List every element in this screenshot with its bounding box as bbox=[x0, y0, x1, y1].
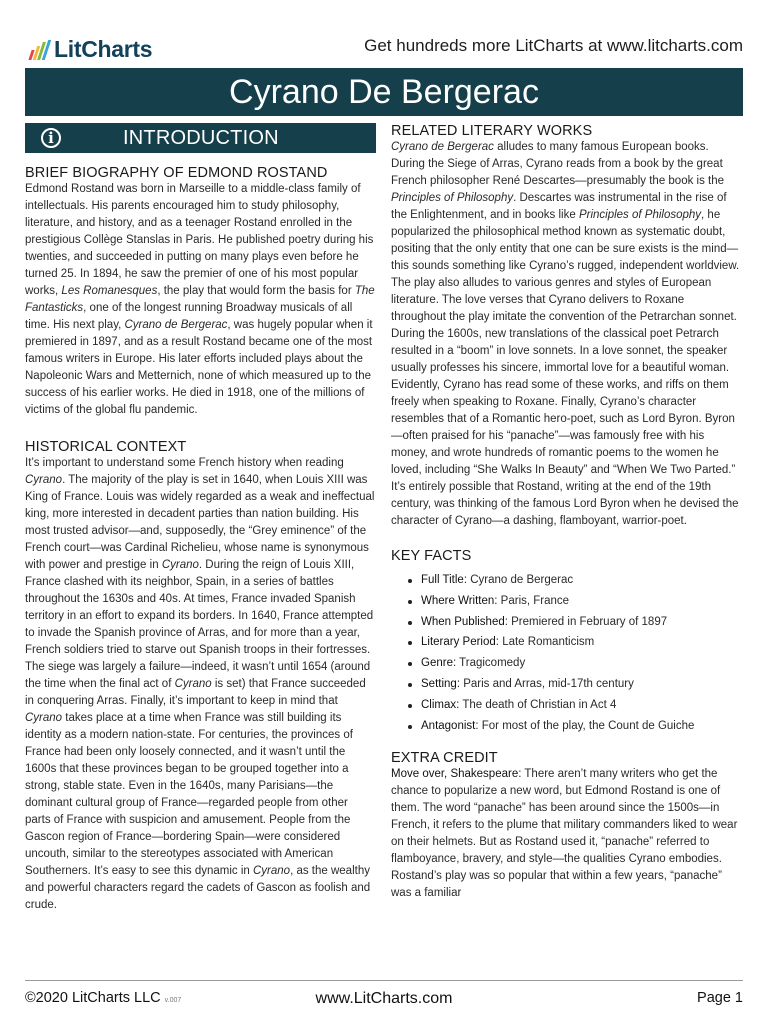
hist-text-5: takes place at a time when France was still building its identity as a modern nation-state. For centuries, the provinces of France had been only loosely connected, and it wasn’t until the 1600s that these provinces began to be grouped together into a strong, stable state. Even in the 1640s, many Parisians—the dominant cultural group of France—regarded people from other parts of France with suspicion and amusement. People from the Gascon region of France—bordering Spain—were considered uncouth, similar to the stereotypes associated with American Southerners. It’s easy to see this dynamic in bbox=[25, 712, 353, 877]
page-number: Page 1 bbox=[697, 990, 743, 1006]
hist-title-2: Cyrano bbox=[161, 559, 199, 571]
bio-title-2: The Fantasticks bbox=[25, 285, 375, 314]
key-fact-item: Where Written: Paris, France bbox=[391, 591, 742, 612]
related-text-2: . Descartes was instrumental in the rise of the Enlightenment, and in books like bbox=[391, 192, 727, 221]
key-fact-label: Setting bbox=[421, 677, 457, 690]
page-header bbox=[25, 28, 743, 68]
key-fact-value: Late Romanticism bbox=[502, 636, 595, 649]
related-paragraph bbox=[391, 139, 742, 530]
bio-heading: BRIEF BIOGRAPHY OF EDMOND ROSTAND bbox=[25, 165, 328, 181]
bio-paragraph bbox=[25, 181, 376, 419]
left-column bbox=[25, 123, 376, 914]
key-fact-item: When Published: Premiered in February of 1897 bbox=[391, 612, 742, 633]
related-text-3: , he popularized the philosophical method known as systematic doubt, positing that the only entity that one can be sure exists is the mind—this sounds something like Cyrano’s rugged, independent worldview. The play also alludes to various genres and styles of European literature. The love verses that Cyrano delivers to Roxane throughout the play imitate the convention of the Petrarchan sonnet. During the 1600s, new translations of the classical poet Petrarch resulted in a “boom” in love sonnets. In a love sonnet, the speaker usually professes his sincere, immortal love for a beautiful woman. Evidently, Cyrano has read some of these works, and riffs on them freely when speaking to Roxane. Finally, Cyrano’s character resembles that of a Romantic hero-poet, such as Lord Byron. Byron—often praised for his “panache”—was famously free with his money, and wrote hundreds of romantic poems to the women he loved, including “She Walks In Beauty” and “When We Two Parted.” It’s entirely possible that Rostand, writing at the end of the 19th century, was thinking of the famous Lord Byron when he devised the character of Cyrano—a dashing, flamboyant, warrior-poet. bbox=[391, 209, 740, 527]
logo-text: LitCharts bbox=[54, 36, 153, 62]
bio-text-1: Edmond Rostand was born in Marseille to a middle-class family of intellectuals. His parents encouraged him to study philosophy, literature, and history, and as a teenager Rostand enrolled in the prestigious Collège Stanslas in Paris. He published poetry during his twenties, and succeeded in putting on many plays even before he turned 25. In 1894, he saw the premier of one of his most popular works, bbox=[25, 183, 374, 297]
key-fact-label: Full Title bbox=[421, 574, 464, 586]
key-fact-label: Genre bbox=[421, 657, 453, 670]
version-label: v.007 bbox=[164, 997, 182, 1004]
introduction-banner bbox=[25, 123, 376, 153]
copyright-text: ©2020 LitCharts LLC bbox=[25, 990, 161, 1006]
key-fact-value: Premiered in February of 1897 bbox=[511, 615, 668, 628]
footer-divider bbox=[25, 980, 743, 981]
footer-url[interactable]: www.LitCharts.com bbox=[315, 990, 453, 1007]
key-fact-label: Literary Period bbox=[421, 636, 496, 649]
key-fact-label: Climax bbox=[421, 698, 457, 711]
litcharts-logo[interactable] bbox=[30, 36, 152, 63]
key-fact-value: The death of Christian in Act 4 bbox=[462, 698, 617, 711]
key-fact-item: Literary Period: Late Romanticism bbox=[391, 632, 742, 653]
document-title: Cyrano De Bergerac bbox=[25, 68, 743, 116]
extra-credit-paragraph bbox=[391, 766, 742, 902]
hist-title-1: Cyrano bbox=[25, 474, 63, 486]
bio-text-2: , the play that would form the basis for bbox=[157, 285, 355, 297]
extra-credit-lead: Move over, Shakespeare bbox=[391, 768, 519, 781]
key-fact-value: Paris and Arras, mid-17th century bbox=[463, 677, 634, 690]
key-fact-label: Antagonist bbox=[421, 719, 476, 732]
hist-text-4: is set) that France succeeded in conquering Arras. Finally, it’s important to keep in mind that bbox=[25, 678, 366, 707]
key-fact-value: Paris, France bbox=[500, 594, 570, 607]
right-column bbox=[391, 123, 742, 902]
related-title-2: Principles of Philosophy bbox=[391, 192, 514, 204]
bio-title-1: Les Romanesques bbox=[61, 285, 158, 297]
key-fact-value: For most of the play, the Count de Guiche bbox=[481, 719, 695, 732]
historical-paragraph bbox=[25, 455, 376, 914]
key-fact-item: Antagonist: For most of the play, the Count de Guiche bbox=[391, 716, 742, 737]
key-fact-value: Cyrano de Bergerac bbox=[470, 574, 574, 586]
extra-credit-text: : There aren’t many writers who get the chance to popularize a new word, but Edmond Rostand is one of them. The word “panache” has been around since the 1500s—in French, it refers to the plume that military commanders liked to wear on their helmets. But as Rostand used it, “panache” referred to flamboyance, bravery, and style—the qualities Cyrano embodies. Rostand’s play was so popular that within a few years, “panache” was a familiar bbox=[391, 768, 738, 900]
hist-title-4: Cyrano bbox=[25, 712, 63, 724]
key-facts-list bbox=[391, 570, 742, 736]
introduction-heading: INTRODUCTION bbox=[123, 126, 279, 149]
hist-text-6: , as the wealthy and powerful characters regard the cadets of Gascon as foolish and crude. bbox=[25, 865, 371, 911]
key-fact-item: Full Title: Cyrano de Bergerac bbox=[391, 570, 742, 591]
hist-text-3: . During the reign of Louis XIII, France clashed with its neighbor, Spain, in a series of battles throughout the 1630s and 40s. At times, France invaded Spanish territory in an effort to expand its borders. In 1640, France attempted to invade the Spanish province of Arras, and for more than a year, French soldiers tried to starve out Spanish troops in their fortresses. The siege was largely a failure—indeed, it wasn’t until 1654 (around the time when the final act of bbox=[25, 559, 374, 690]
key-fact-item: Genre: Tragicomedy bbox=[391, 653, 742, 674]
logo-bars-icon bbox=[30, 40, 48, 60]
key-fact-label: When Published bbox=[421, 615, 505, 628]
hist-title-3: Cyrano bbox=[174, 678, 212, 690]
key-fact-label: Where Written bbox=[421, 594, 495, 607]
bio-text-3: , one of the longest running Broadway musicals of all time. His next play, bbox=[25, 302, 353, 331]
bio-title-3: Cyrano de Bergerac bbox=[124, 319, 228, 331]
key-fact-value: Tragicomedy bbox=[459, 657, 526, 670]
hist-text-2: . The majority of the play is set in 1640, when Louis XIII was King of France. Louis was widely regarded as a weak and ineffectual king, more interested in decadent parties than nation building. His most trusted advisor—and, supposedly, the “Grey eminence” of the French court—was Cardinal Richelieu, whose name is synonymous with power and prestige in bbox=[25, 474, 375, 571]
key-facts-heading: KEY FACTS bbox=[391, 548, 472, 564]
related-title-3: Principles of Philosophy bbox=[578, 209, 702, 221]
bio-text-4: , was hugely popular when it premiered in 1897, and as a result Rostand became one of the most famous writers in Europe. His later efforts included plays about the Napoleonic Wars and Metternich, none of which measured up to the success of his earlier works. He died in 1918, one of the millions of victims of the global flu pandemic. bbox=[25, 319, 373, 416]
info-icon: i bbox=[41, 128, 61, 148]
hist-title-5: Cyrano bbox=[252, 865, 291, 877]
historical-heading: HISTORICAL CONTEXT bbox=[25, 439, 187, 455]
key-fact-item: Climax: The death of Christian in Act 4 bbox=[391, 695, 742, 716]
related-text-1: alludes to many famous European books. During the Siege of Arras, Cyrano reads from a book by the great French philosopher René Descartes—presumably the book is the bbox=[391, 141, 725, 187]
hist-text-1: It’s important to understand some French history when reading bbox=[25, 457, 344, 469]
key-fact-item: Setting: Paris and Arras, mid-17th century bbox=[391, 674, 742, 695]
header-tagline[interactable]: Get hundreds more LitCharts at www.litcharts.com bbox=[364, 36, 743, 55]
related-title-1: Cyrano de Bergerac bbox=[391, 141, 494, 153]
related-heading: RELATED LITERARY WORKS bbox=[391, 123, 593, 139]
extra-credit-heading: EXTRA CREDIT bbox=[391, 750, 498, 767]
